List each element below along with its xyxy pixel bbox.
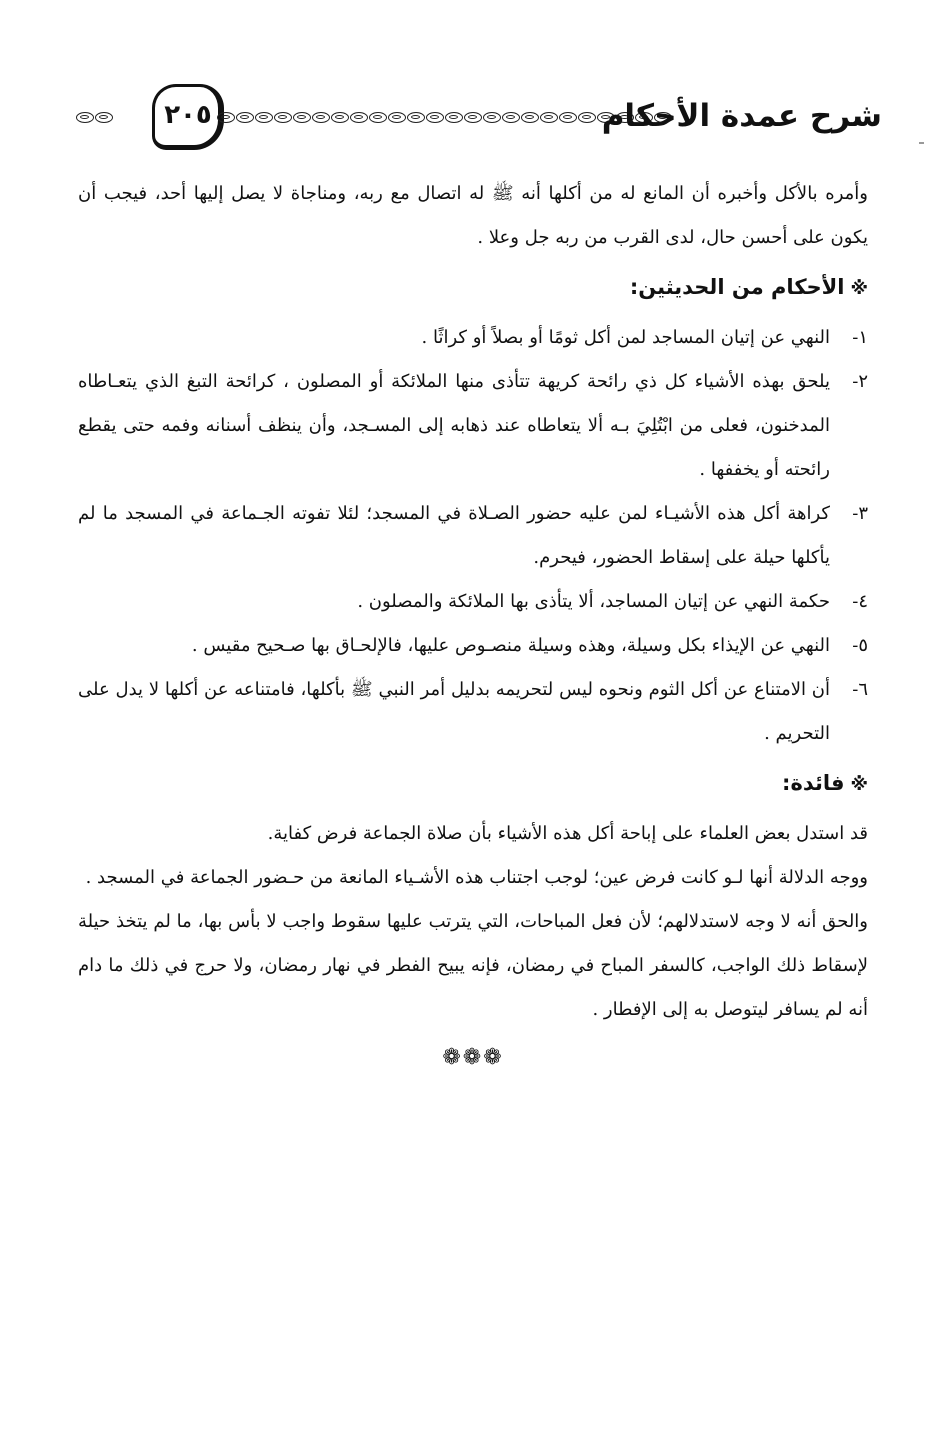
benefit-paragraph: والحق أنه لا وجه لاستدلالهم؛ لأن فعل المباحات، التي يترتب عليها سقوط واجب لا بأس بها، ما لم يتخذ حيلة لإسقاط ذلك الواجب، كالسفر المباح في رمضان، فإنه يبيح الفطر في نهار رمضان، ولا حرج في ذلك ما دام أنه لم يسافر ليتوصل به إلى الإفطار . [78, 911, 868, 1020]
list-item-number: ٢- [852, 371, 868, 392]
chain-link-icon [369, 112, 387, 123]
benefit-paragraph: قد استدل بعض العلماء على إباحة أكل هذه الأشياء بأن صلاة الجماعة فرض كفاية. [267, 823, 868, 844]
list-item [78, 668, 868, 756]
page-number: ٢٠٥ [164, 100, 212, 130]
list-item [78, 316, 868, 360]
chain-link-icon [578, 112, 596, 123]
chain-link-icon [95, 112, 113, 123]
margin-mark [919, 142, 924, 144]
benefit-heading-text: فائدة: [782, 771, 845, 795]
benefit-paragraph: ووجه الدلالة أنها لـو كانت فرض عين؛ لوجب اجتناب هذه الأشـياء المانعة من حـضور الجماعة في المسجد . [85, 867, 868, 888]
rulings-heading-text: الأحكام من الحديثين: [629, 275, 845, 299]
chain-link-icon [445, 112, 463, 123]
list-item-number: ٦- [852, 679, 868, 700]
chain-link-icon [255, 112, 273, 123]
list-item [78, 360, 868, 492]
chain-link-icon [217, 112, 235, 123]
list-item-text: حكمة النهي عن إتيان المساجد، ألا يتأذى بها الملائكة والمصلون . [357, 591, 830, 612]
chain-link-icon [407, 112, 425, 123]
list-item [78, 492, 868, 580]
rulings-heading [78, 264, 868, 312]
chain-link-icon [76, 112, 94, 123]
list-item-number: ٥- [852, 635, 868, 656]
end-ornament-icon: ❁❁❁ [442, 1045, 504, 1070]
chain-link-icon [331, 112, 349, 123]
rulings-list [78, 316, 868, 756]
header-ornament-left [76, 110, 126, 124]
list-item-text: أن الامتناع عن أكل الثوم ونحوه ليس لتحريمه بدليل أمر النبي ﷺ بأكلها، فامتناعه عن أكلها لا يدل على التحريم . [78, 679, 830, 744]
chain-link-icon [350, 112, 368, 123]
asterism-icon: ※ [850, 774, 868, 795]
chain-link-icon [274, 112, 292, 123]
list-item [78, 580, 868, 624]
intro-paragraph: وأمره بالأكل وأخبره أن المانع له من أكلها أنه ﷺ له اتصال مع ربه، ومناجاة لا يصل إليها أحد، فيجب أن يكون على أحسن حال، لدى القرب من ربه جل وعلا . [78, 183, 868, 248]
benefit-heading [78, 760, 868, 808]
list-item [78, 624, 868, 668]
book-title: شرح عمدة الأحكام [601, 98, 882, 134]
chain-link-icon [236, 112, 254, 123]
page-body [78, 172, 868, 1078]
list-item-number: ٤- [852, 591, 868, 612]
list-item-text: النهي عن الإيذاء بكل وسيلة، وهذه وسيلة منصـوص عليها، فالإلحـاق بها صـحيح مقيس . [191, 635, 830, 656]
chain-link-icon [464, 112, 482, 123]
chain-link-icon [312, 112, 330, 123]
chain-link-icon [293, 112, 311, 123]
page-header [72, 84, 882, 156]
asterism-icon: ※ [850, 278, 868, 299]
chain-link-icon [388, 112, 406, 123]
chain-link-icon [502, 112, 520, 123]
list-item-text: النهي عن إتيان المساجد لمن أكل ثومًا أو بصلاً أو كراثًا . [421, 327, 830, 348]
chain-link-icon [483, 112, 501, 123]
list-item-number: ١- [852, 327, 868, 348]
list-item-number: ٣- [852, 503, 868, 524]
chain-link-icon [521, 112, 539, 123]
chain-link-icon [426, 112, 444, 123]
chain-link-icon [540, 112, 558, 123]
list-item-text: يلحق بهذه الأشياء كل ذي رائحة كريهة تتأذى منها الملائكة أو المصلون ، كرائحة التبغ الذي يتعـاطاه المدخنون، فعلى من ابْتُلِيَ بـه ألا يتعاطاه عند ذهابه إلى المسـجد، وأن ينظف أسنانه وفمه حتى يقطع رائحته أو يخففها . [78, 371, 830, 480]
chain-link-icon [559, 112, 577, 123]
list-item-text: كراهة أكل هذه الأشيـاء لمن عليه حضور الصـلاة في المسجد؛ لئلا تفوته الجـماعة في المسجد ما لم يأكلها حيلة على إسقاط الحضور، فيحرم. [78, 503, 830, 568]
